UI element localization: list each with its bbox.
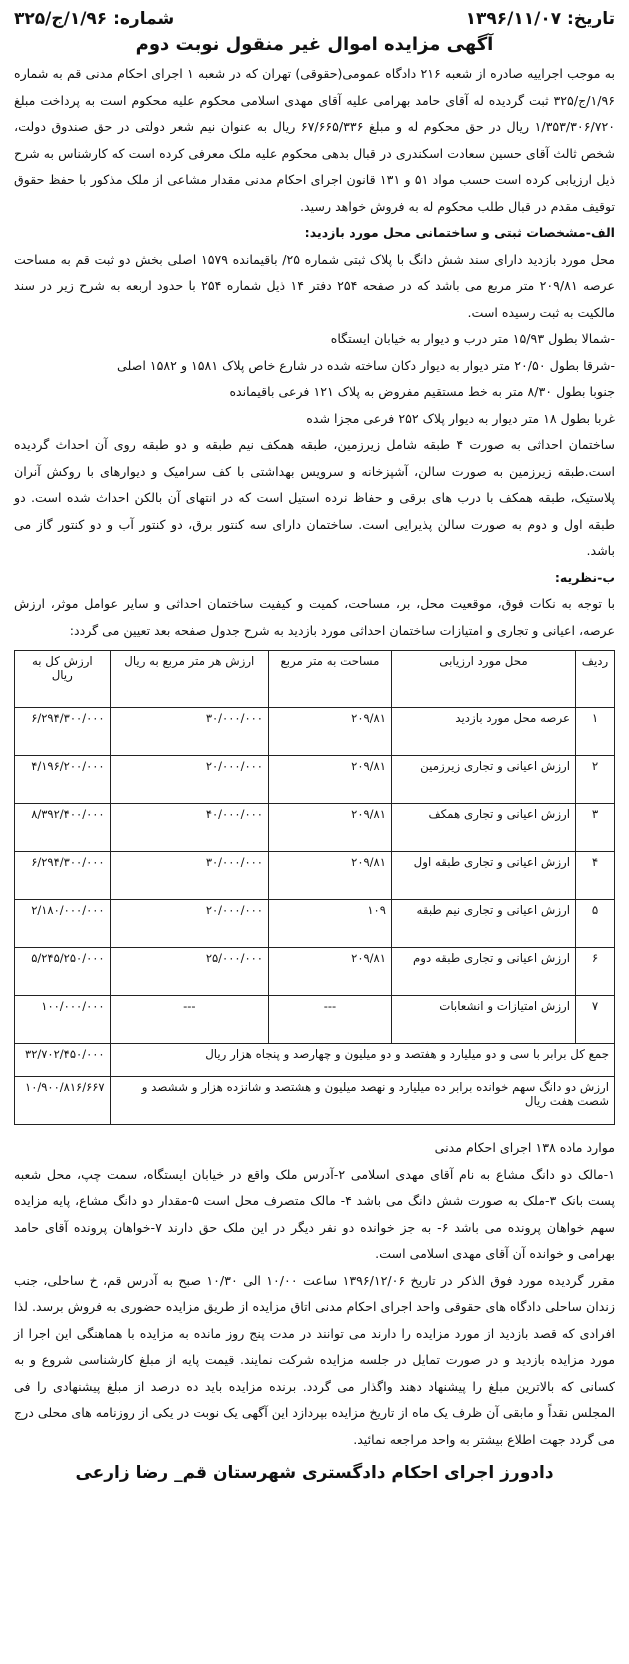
row-total-value: ۶/۲۹۴/۳۰۰/۰۰۰ xyxy=(15,708,111,756)
notice-body xyxy=(14,61,615,644)
col-header-total-value: ارزش کل به ریال xyxy=(15,651,111,708)
row-index: ۶ xyxy=(576,948,615,996)
table-share-row xyxy=(15,1077,615,1125)
row-total-value: ۲/۱۸۰/۰۰۰/۰۰۰ xyxy=(15,900,111,948)
row-unit-value: ۳۰/۰۰۰/۰۰۰ xyxy=(110,852,268,900)
table-row xyxy=(15,852,615,900)
row-total-value: ۸/۳۹۲/۴۰۰/۰۰۰ xyxy=(15,804,111,852)
row-item: ارزش اعیانی و تجاری نیم طبقه xyxy=(391,900,575,948)
row-area: ۱۰۹ xyxy=(268,900,391,948)
row-unit-value: --- xyxy=(110,996,268,1044)
signature: دادورز اجرای احکام دادگستری شهرستان قم_ رضا زارعی xyxy=(75,1463,554,1483)
row-area: ۲۰۹/۸۱ xyxy=(268,948,391,996)
closing-text: مقرر گردیده مورد فوق الذکر در تاریخ ۱۳۹۶/۱۲/۰۶ ساعت ۱۰/۰۰ الی ۱۰/۳۰ صبح به آدرس قم، خ ساحلی، جنب زندان ساحلی دادگاه های حقوقی واحد اجرای احکام مدنی اتاق مزایده از طریق مزایده حضوری به فروش برسد. لذا افرادی که قصد بازدید از مورد مزایده را دارند می توانند در مدت پنج روز مانده به مزایده با هماهنگی این اجرا از مورد مزایده بازدید و در صورت تمایل در جلسه مزایده شرکت نمایند. قیمت پایه از مبلغ کارشناسی شروع و به کسانی که بالاترین مبلغ را پیشنهاد دهند واگذار می گردد. برنده مزایده باید ده درصد از مبلغ پیشنهادی را فی المجلس نقداً و مابقی آن ظرف یک ماه از تاریخ مزایده بپردازد این آگهی یک نوبت در یکی از روزنامه های محلی درج می گردد جهت اطلاع بیشتر به واحد مراجعه نمائید. xyxy=(14,1272,616,1447)
article-title: موارد ماده ۱۳۸ اجرای احکام مدنی xyxy=(434,1140,615,1155)
total-value: ۳۲/۷۰۲/۴۵۰/۰۰۰ xyxy=(15,1044,111,1077)
table-row xyxy=(15,948,615,996)
section-a-text: محل مورد بازدید دارای سند شش دانگ با پلاک ثبتی شماره ۲۵/ باقیمانده ۱۵۷۹ اصلی بخش دو ثبت قم به مساحت عرصه ۲۰۹/۸۱ متر مربع می باشد که در صفحه ۲۵۴ دفتر ۱۴ ذیل شماره ۲۵۴ با حدود اربعه به شرح زیر در سند مالکیت به ثبت رسیده است. xyxy=(14,251,616,320)
row-item: عرصه محل مورد بازدید xyxy=(391,708,575,756)
evaluation-table xyxy=(14,650,615,1125)
row-index: ۱ xyxy=(576,708,615,756)
table-header-row xyxy=(15,651,615,708)
table-row xyxy=(15,900,615,948)
bound-east: -شرقا بطول ۲۰/۵۰ متر دیوار به دیوار دکان ساخته شده در شارع خاص پلاک ۱۵۸۱ و ۱۵۸۲ اصلی xyxy=(117,357,615,373)
table-row xyxy=(15,708,615,756)
section-a-title: الف-مشخصات ثبتی و ساختمانی محل مورد بازدید: xyxy=(304,225,615,240)
notice-title: آگهی مزایده اموال غیر منقول نوبت دوم xyxy=(135,34,494,55)
col-header-index: ردیف xyxy=(576,651,615,708)
intro-paragraph: به موجب اجراییه صادره از شعبه ۲۱۶ دادگاه عمومی(حقوقی) تهران که در شعبه ۱ اجرای احکام مدنی قم به شماره ۱/۹۶/ج/۳۲۵ ثبت گردیده له آقای حامد بهرامی علیه آقای مهدی اسلامی محکوم علیه محکوم است به پرداخت مبلغ ۱/۳۵۳/۳۰۶/۷۲۰ ریال در حق محکوم له و مبلغ ۶۷/۶۶۵/۳۳۶ ریال به عنوان نیم شعر دولتی در حق صندوق دولت، شخص ثالث آقای حسین سعادت اسکندری در قبال بدهی محکوم علیه ملک معرفی کرده است که کارشناس به شرح ذیل ارزیابی کرده است حسب مواد ۵۱ و ۱۳۱ قانون اجرای احکام مدنی مقدار مشاعی از ملک مذکور با حفظ حقوق توقیف مقدم در قبال طلب محکوم له به فروش خواهد رسید. xyxy=(14,66,615,214)
row-index: ۵ xyxy=(576,900,615,948)
table-row xyxy=(15,804,615,852)
row-total-value: ۴/۱۹۶/۲۰۰/۰۰۰ xyxy=(15,756,111,804)
notice-conditions xyxy=(14,1135,615,1453)
bound-south: جنوبا بطول ۸/۳۰ متر به خط مستقیم مفروض به پلاک ۱۲۱ فرعی باقیمانده xyxy=(229,384,615,399)
bound-north: -شمالا بطول ۱۵/۹۳ متر درب و دیوار به خیابان ایستگاه xyxy=(330,331,615,346)
bound-west: غربا بطول ۱۸ متر دیوار به دیوار پلاک ۲۵۲ فرعی مجزا شده xyxy=(306,410,615,426)
row-area: ۲۰۹/۸۱ xyxy=(268,852,391,900)
row-item: ارزش اعیانی و تجاری طبقه دوم xyxy=(391,948,575,996)
row-area: ۲۰۹/۸۱ xyxy=(268,756,391,804)
row-total-value: ۵/۲۴۵/۲۵۰/۰۰۰ xyxy=(15,948,111,996)
col-header-item: محل مورد ارزیابی xyxy=(391,651,575,708)
row-area: ۲۰۹/۸۱ xyxy=(268,708,391,756)
row-unit-value: ۲۵/۰۰۰/۰۰۰ xyxy=(110,948,268,996)
building-description: ساختمان احداثی به صورت ۴ طبقه شامل زیرزمین، طبقه همکف نیم طبقه و دو طبقه روی آن احداث گردیده است.طبقه زیرزمین به صورت سالن، آشپزخانه و سرویس بهداشتی با کف سرامیک و دیوارهای با روکش آنران پلاستیک، طبقه همکف با درب های برقی و حفاظ نرده استیل است که در انتهای آن بالکن احداث شده است. دو طبقه اول و دوم به صورت سالن پذیرایی است. ساختمان دارای سه کنتور برق، دو کنتور آب و دو کنتور گاز می باشد. xyxy=(14,437,615,558)
row-total-value: ۶/۲۹۴/۳۰۰/۰۰۰ xyxy=(15,852,111,900)
row-unit-value: ۲۰/۰۰۰/۰۰۰ xyxy=(110,756,268,804)
row-area: --- xyxy=(268,996,391,1044)
row-item: ارزش اعیانی و تجاری طبقه اول xyxy=(391,852,575,900)
col-header-area: مساحت به متر مربع xyxy=(268,651,391,708)
article-text: ۱-مالک دو دانگ مشاع به نام آقای مهدی اسلامی ۲-آدرس ملک واقع در خیابان ایستگاه، سمت چپ، محل شعبه پست بانک ۳-ملک به صورت شش دانگ می باشد ۴- مالک متصرف محل است ۵-مقدار دو دانگ مشاع، پایه مزایده سهم خواهان پرونده می باشد ۶- به جز خوانده دو نفر دیگر در این ملک حق دارند ۷-خواهان پرونده آقای حامد بهرامی و خوانده آن آقای مهدی اسلامی است. xyxy=(14,1166,615,1261)
row-unit-value: ۲۰/۰۰۰/۰۰۰ xyxy=(110,900,268,948)
table-total-row xyxy=(15,1044,615,1077)
total-label: جمع کل برابر با سی و دو میلیارد و هفتصد و دو میلیون و چهارصد و پنجاه هزار ریال xyxy=(110,1044,614,1077)
row-total-value: ۱۰۰/۰۰۰/۰۰۰ xyxy=(15,996,111,1044)
share-label: ارزش دو دانگ سهم خوانده برابر ده میلیارد و نهصد میلیون و هشتصد و شانزده هزار و ششصد و شصت هفت ریال xyxy=(110,1077,614,1125)
row-index: ۳ xyxy=(576,804,615,852)
table-row xyxy=(15,756,615,804)
section-b-title: ب-نظریه: xyxy=(554,569,615,585)
table-row xyxy=(15,996,615,1044)
row-item: ارزش اعیانی و تجاری زیرزمین xyxy=(391,756,575,804)
section-b-text: با توجه به نکات فوق، موقعیت محل، بر، مساحت، کمیت و کیفیت ساختمان احداثی و سایر عوامل موثر، ارزش عرصه، اعیانی و تجاری و امتیازات ساختمان احداثی مورد بازدید به شرح جدول صفحه بعد تعیین می گردد: xyxy=(14,596,615,638)
share-value: ۱۰/۹۰۰/۸۱۶/۶۶۷ xyxy=(15,1077,111,1125)
row-index: ۲ xyxy=(576,756,615,804)
row-index: ۴ xyxy=(576,852,615,900)
row-item: ارزش اعیانی و تجاری همکف xyxy=(391,804,575,852)
header-line xyxy=(14,6,615,32)
notice-number: شماره: ۱/۹۶/ج/۳۲۵ xyxy=(14,9,175,29)
notice-date: تاریخ: ۱۳۹۶/۱۱/۰۷ xyxy=(465,9,615,29)
row-area: ۲۰۹/۸۱ xyxy=(268,804,391,852)
row-unit-value: ۳۰/۰۰۰/۰۰۰ xyxy=(110,708,268,756)
row-unit-value: ۴۰/۰۰۰/۰۰۰ xyxy=(110,804,268,852)
row-item: ارزش امتیازات و انشعابات xyxy=(391,996,575,1044)
row-index: ۷ xyxy=(576,996,615,1044)
col-header-unit-value: ارزش هر متر مربع به ریال xyxy=(110,651,268,708)
